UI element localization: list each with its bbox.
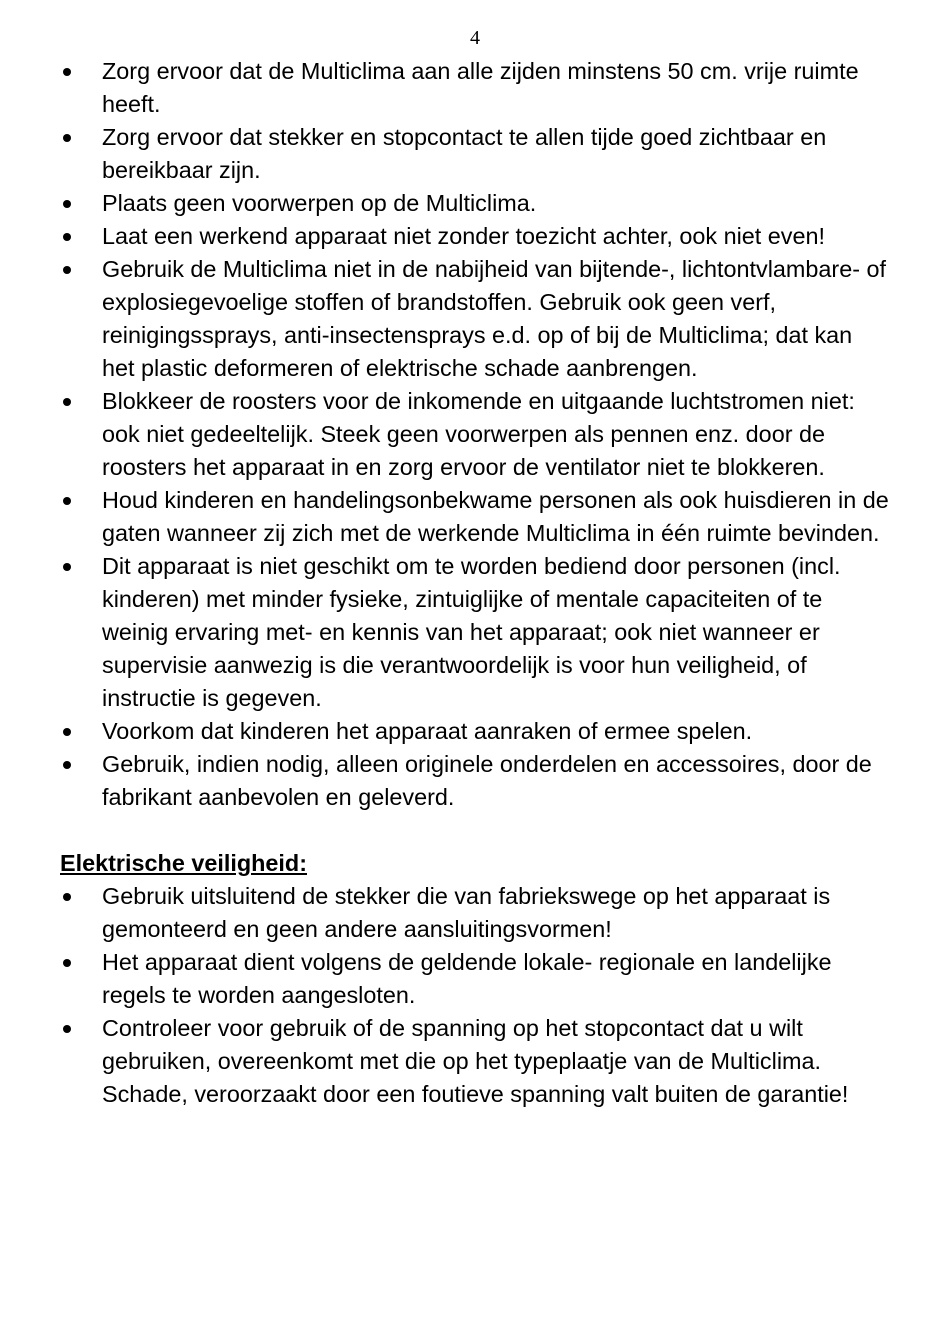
list-item-text: Gebruik uitsluitend de stekker die van fabriekswege op het apparaat is gemonteerd en geen andere aansluitingsvormen! (102, 883, 831, 942)
list-item-text: Plaats geen voorwerpen op de Multiclima. (102, 190, 537, 216)
list-item-text: Dit apparaat is niet geschikt om te worden bediend door personen (incl. kinderen) met minder fysieke, zintuiglijke of mentale capaciteiten of te weinig ervaring met- en kennis van het apparaat; ook niet wanneer er supervisie aanwezig is die verantwoordelijk is voor hun veiligheid, of instructie is gegeven. (102, 553, 841, 711)
list-item (60, 748, 890, 814)
bullet-icon (63, 134, 71, 142)
document-body (60, 55, 890, 1111)
list-item-text: Het apparaat dient volgens de geldende lokale- regionale en landelijke regels te worden aangesloten. (102, 949, 832, 1008)
list-item-text: Laat een werkend apparaat niet zonder toezicht achter, ook niet even! (102, 223, 825, 249)
section-heading-electrical-safety: Elektrische veiligheid: (60, 850, 307, 876)
list-item (60, 220, 890, 253)
bullet-icon (63, 68, 71, 76)
list-item (60, 385, 890, 484)
list-item (60, 187, 890, 220)
bullet-icon (63, 266, 71, 274)
list-item-text: Gebruik, indien nodig, alleen originele onderdelen en accessoires, door de fabrikant aanbevolen en geleverd. (102, 751, 872, 810)
list-item (60, 715, 890, 748)
list-item-text: Voorkom dat kinderen het apparaat aanraken of ermee spelen. (102, 718, 753, 744)
safety-list (60, 55, 890, 814)
bullet-icon (63, 1025, 71, 1033)
page-number: 4 (470, 27, 480, 49)
bullet-icon (63, 728, 71, 736)
bullet-icon (63, 893, 71, 901)
list-item (60, 550, 890, 715)
list-item (60, 253, 890, 385)
list-item-text: Gebruik de Multiclima niet in de nabijheid van bijtende-, lichtontvlambare- of explosiegevoelige stoffen of brandstoffen. Gebruik ook geen verf, reinigingssprays, anti-insectensprays e.d. op of bij de Multiclima; dat kan het plastic deformeren of elektrische schade aanbrengen. (102, 256, 886, 381)
bullet-icon (63, 563, 71, 571)
list-item-text: Controleer voor gebruik of de spanning op het stopcontact dat u wilt gebruiken, overeenkomt met die op het typeplaatje van de Multiclima. Schade, veroorzaakt door een foutieve spanning valt buiten de garantie! (102, 1015, 849, 1107)
list-item-text: Zorg ervoor dat de Multiclima aan alle zijden minstens 50 cm. vrije ruimte heeft. (102, 58, 859, 117)
list-item (60, 946, 890, 1012)
list-item (60, 55, 890, 121)
list-item-text: Zorg ervoor dat stekker en stopcontact te allen tijde goed zichtbaar en bereikbaar zijn. (102, 124, 827, 183)
list-item (60, 484, 890, 550)
bullet-icon (63, 398, 71, 406)
bullet-icon (63, 959, 71, 967)
list-item-text: Blokkeer de roosters voor de inkomende en uitgaande luchtstromen niet: ook niet gedeeltelijk. Steek geen voorwerpen als pennen enz. door de roosters het apparaat in en zorg ervoor de ventilator niet te blokkeren. (102, 388, 855, 480)
bullet-icon (63, 761, 71, 769)
list-item (60, 880, 890, 946)
bullet-icon (63, 233, 71, 241)
list-item (60, 1012, 890, 1111)
list-item-text: Houd kinderen en handelingsonbekwame personen als ook huisdieren in de gaten wanneer zij zich met de werkende Multiclima in één ruimte bevinden. (102, 487, 889, 546)
list-item (60, 121, 890, 187)
bullet-icon (63, 497, 71, 505)
electrical-safety-list (60, 880, 890, 1111)
bullet-icon (63, 200, 71, 208)
